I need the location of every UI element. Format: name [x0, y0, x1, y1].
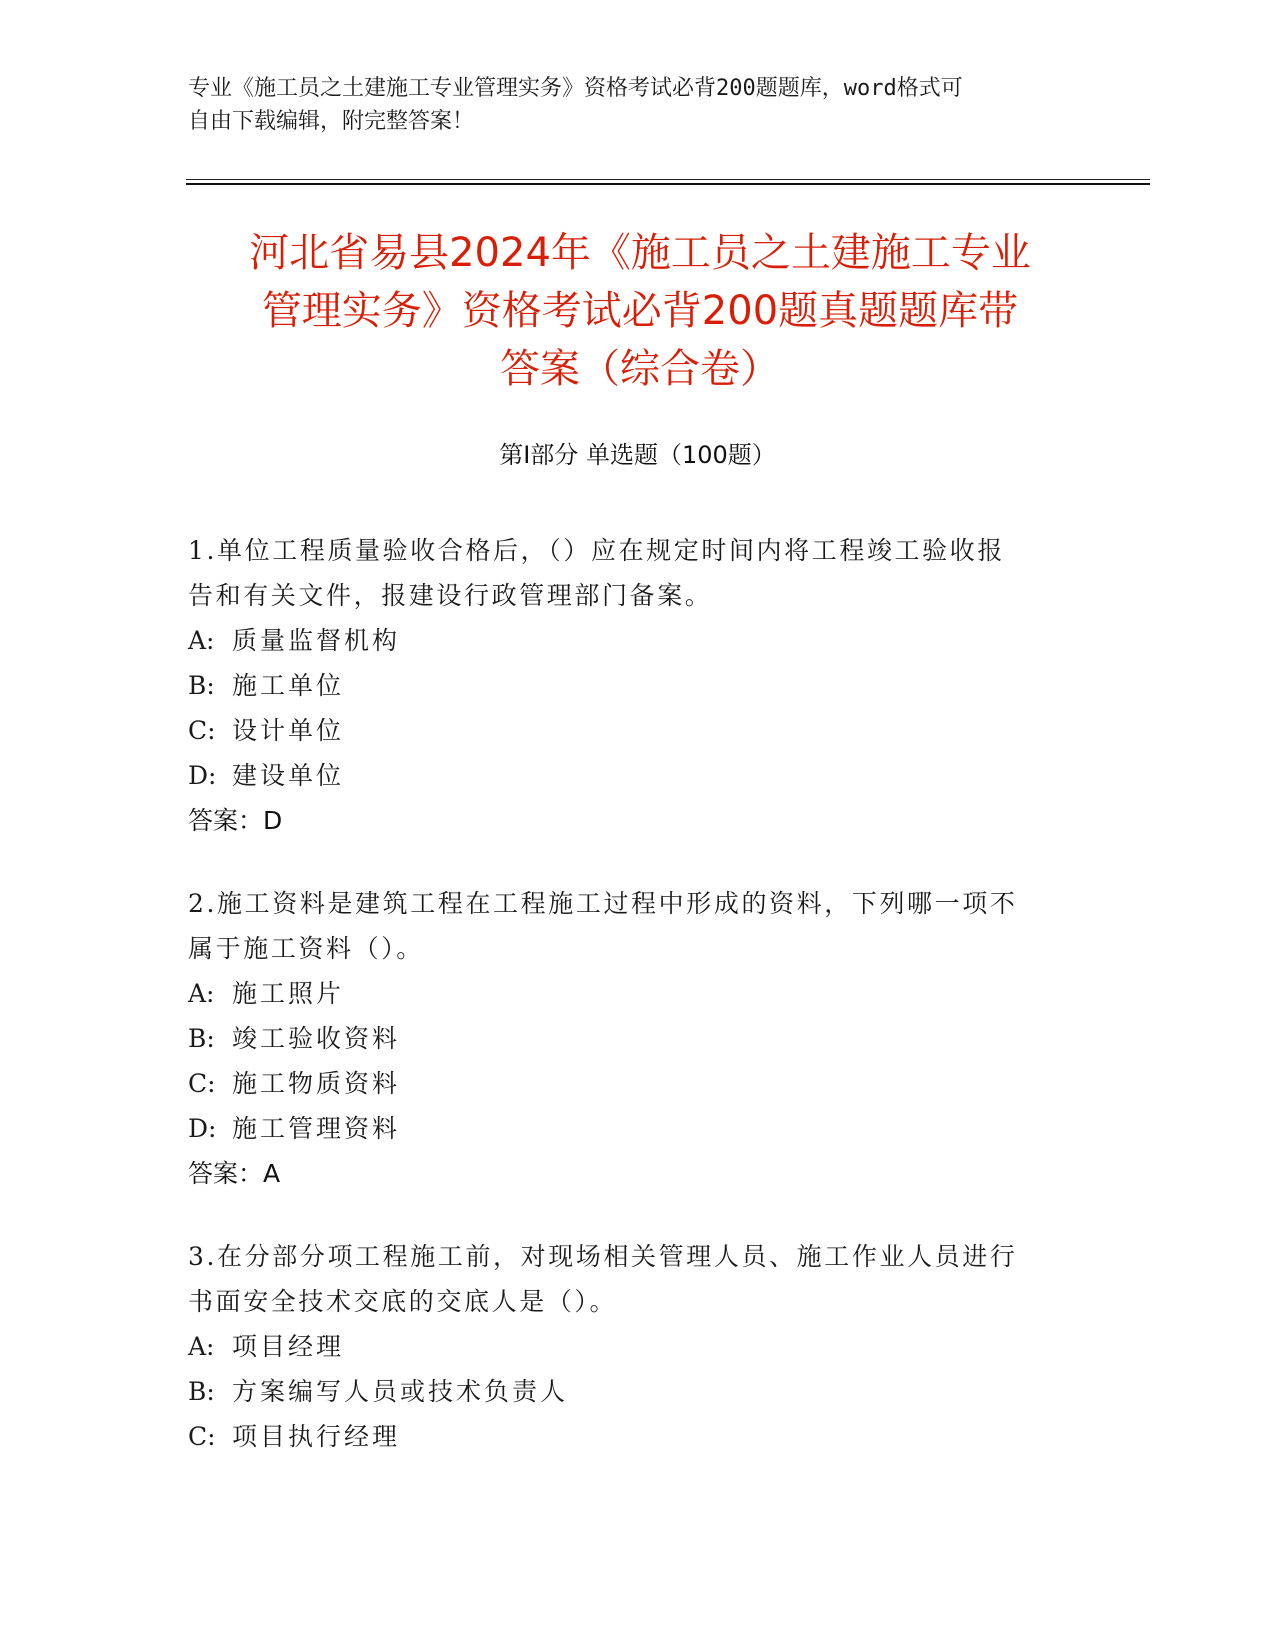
option-d	[188, 1106, 1088, 1151]
option-a	[188, 971, 1088, 1016]
option-key: A:	[188, 626, 215, 655]
option-text: 质量监督机构	[232, 626, 401, 655]
document-title-line-1: 河北省易县2024年《施工员之土建施工专业	[249, 230, 1031, 276]
section-title: 第Ⅰ部分 单选题（100题）	[499, 441, 776, 469]
question-list	[188, 528, 1088, 1497]
question-1	[188, 528, 1088, 843]
document-title-line-3: 答案（综合卷）	[500, 346, 780, 392]
option-key: A:	[188, 979, 215, 1008]
option-text: 施工单位	[232, 671, 345, 700]
option-c	[188, 1061, 1088, 1106]
option-text: 方案编写人员或技术负责人	[232, 1377, 569, 1406]
option-text: 项目执行经理	[232, 1422, 401, 1451]
option-d	[188, 753, 1088, 798]
option-text: 竣工验收资料	[232, 1024, 401, 1053]
option-b	[188, 663, 1088, 708]
option-key: A:	[188, 1332, 215, 1361]
option-a	[188, 1324, 1088, 1369]
option-key: B:	[188, 1377, 215, 1406]
option-b	[188, 1369, 1088, 1414]
option-key: B:	[188, 671, 215, 700]
option-a	[188, 618, 1088, 663]
question-stem-line: 属于施工资料（）。	[188, 934, 424, 963]
header-note	[188, 72, 1088, 138]
option-key: B:	[188, 1024, 215, 1053]
option-text: 项目经理	[232, 1332, 345, 1361]
document-title-line-2: 管理实务》资格考试必背200题真题题库带	[261, 288, 1019, 334]
option-b	[188, 1016, 1088, 1061]
question-stem-line: 1.单位工程质量验收合格后，（）应在规定时间内将工程竣工验收报	[188, 536, 1005, 565]
header-divider-thin	[186, 179, 1150, 180]
option-key: C:	[188, 1422, 216, 1451]
question-3	[188, 1234, 1088, 1459]
option-text: 施工照片	[232, 979, 345, 1008]
question-stem-line: 告和有关文件，报建设行政管理部门备案。	[188, 581, 713, 610]
option-c	[188, 708, 1088, 753]
option-text: 设计单位	[232, 716, 345, 745]
option-key: C:	[188, 1069, 216, 1098]
answer-line: 答案：A	[188, 1159, 281, 1188]
header-note-line-1: 专业《施工员之土建施工专业管理实务》资格考试必背200题题库，word格式可	[188, 76, 963, 101]
option-text: 施工管理资料	[232, 1114, 401, 1143]
answer-line: 答案：D	[188, 806, 283, 835]
option-text: 建设单位	[232, 761, 345, 790]
question-2	[188, 881, 1088, 1196]
document-title	[150, 224, 1130, 398]
option-key: C:	[188, 716, 216, 745]
header-note-line-2: 自由下载编辑，附完整答案！	[188, 109, 475, 134]
header-divider-thick	[186, 183, 1150, 185]
option-key: D:	[188, 761, 217, 790]
option-c	[188, 1414, 1088, 1459]
option-key: D:	[188, 1114, 217, 1143]
option-text: 施工物质资料	[232, 1069, 401, 1098]
question-stem-line: 书面安全技术交底的交底人是（）。	[188, 1287, 618, 1316]
question-stem-line: 3.在分部分项工程施工前，对现场相关管理人员、施工作业人员进行	[188, 1242, 1018, 1271]
question-stem-line: 2.施工资料是建筑工程在工程施工过程中形成的资料，下列哪一项不	[188, 889, 1018, 918]
